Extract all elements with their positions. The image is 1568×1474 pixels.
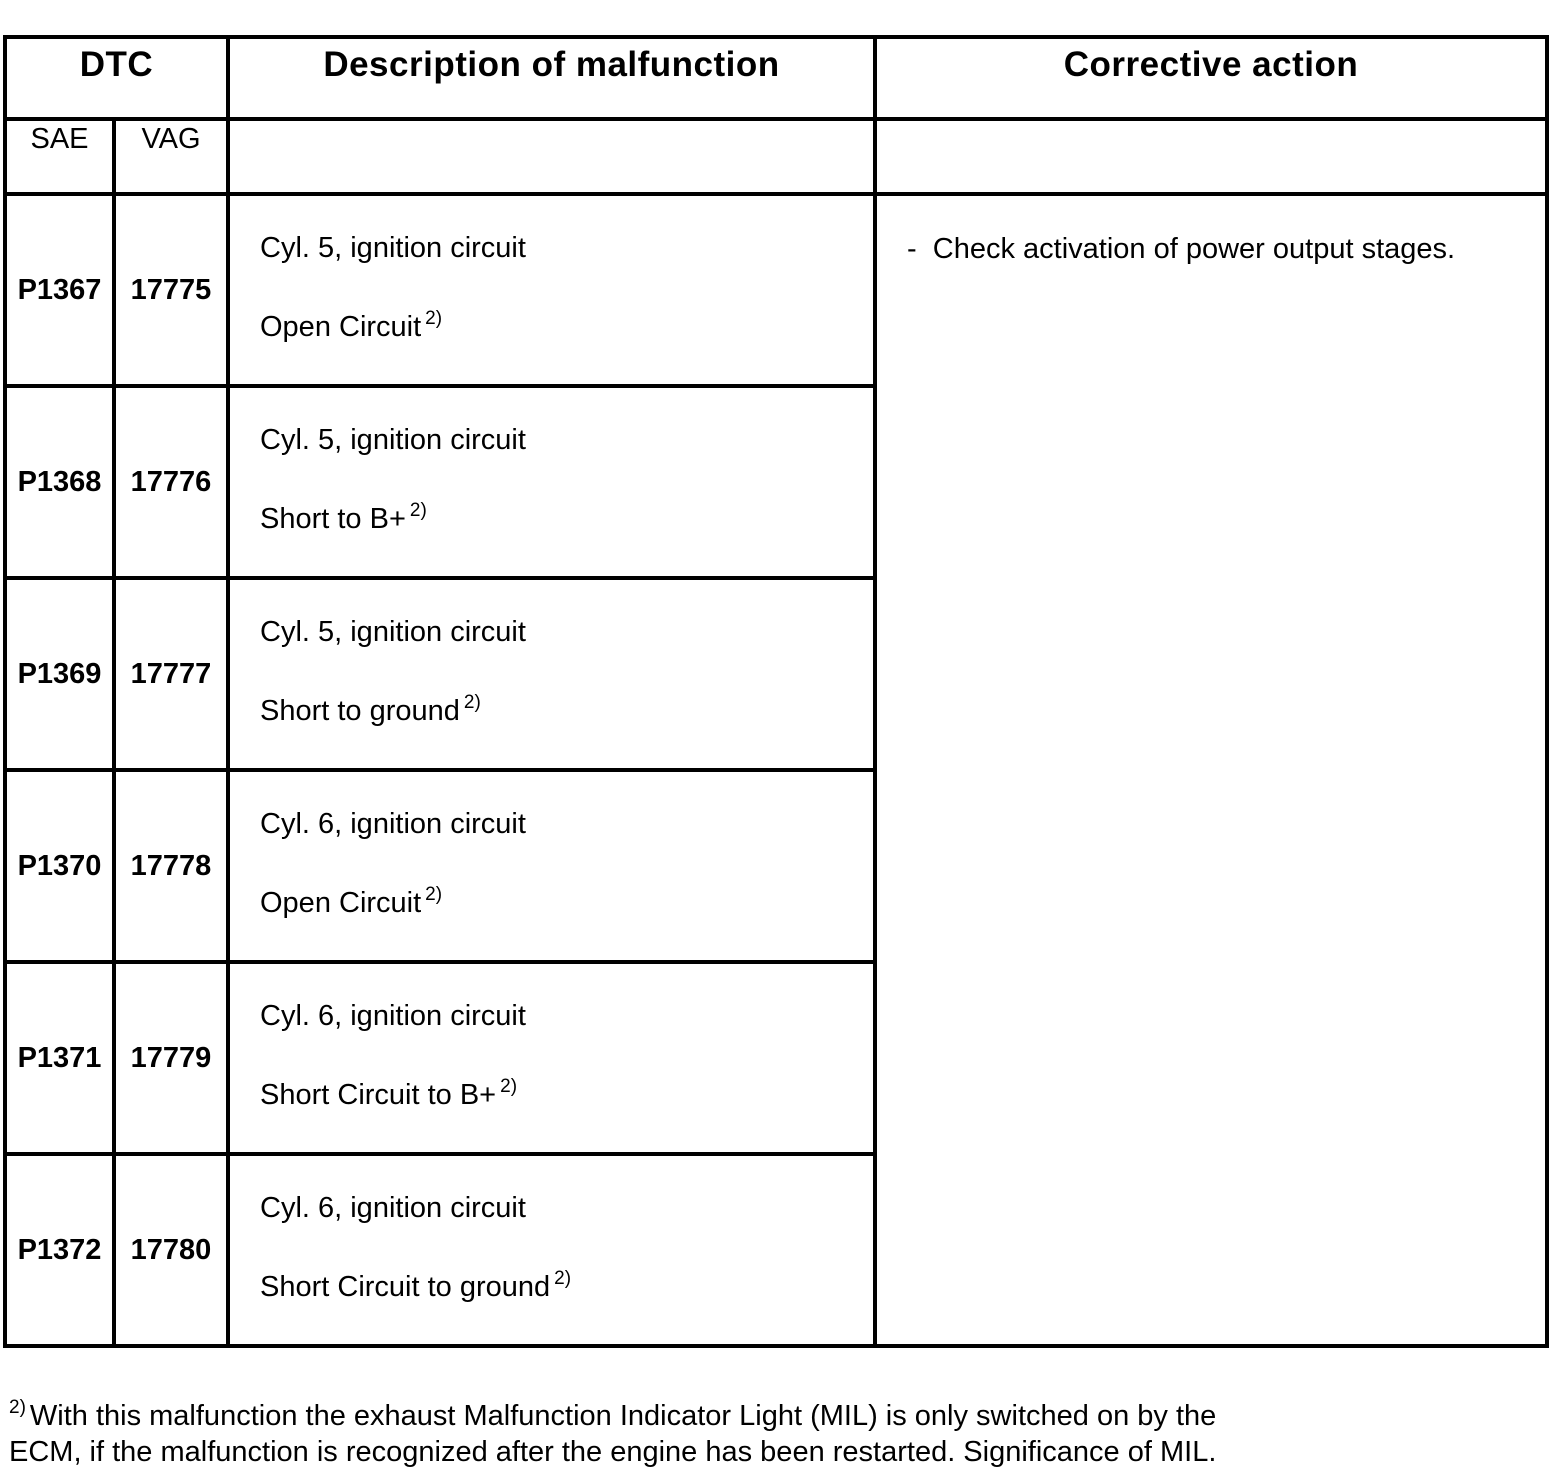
corrective-action-text: - Check activation of power output stages. [907,233,1456,265]
empty-action-subheader [875,119,1547,194]
vag-code: 17776 [114,386,228,578]
malfunction-description [228,770,875,962]
description-line: Cyl. 6, ignition circuit [260,808,526,840]
description-line: Cyl. 5, ignition circuit [260,424,526,456]
vag-code: 17778 [114,770,228,962]
footnote-line: ECM, if the malfunction is recognized after the engine has been restarted. Significance of MIL. [9,1436,1217,1468]
action-header: Corrective action [875,37,1547,119]
description-header: Description of malfunction [228,37,875,119]
malfunction-description [228,578,875,770]
vag-code: 17777 [114,578,228,770]
sae-code: P1368 [5,386,114,578]
footnote [9,1398,1309,1470]
malfunction-description [228,962,875,1154]
sae-code: P1370 [5,770,114,962]
footnote-ref: 2) [554,1268,572,1289]
description-detail: Open Circuit $^{2)}$ [260,884,443,919]
header-row [5,37,1547,119]
dtc-table [3,35,1549,1348]
footnote-line: $^{2)}$ With this malfunction the exhaust Malfunction Indicator Light (MIL) is only switched on by the [9,1397,1217,1432]
dtc-header: DTC [5,37,228,119]
description-line: Cyl. 5, ignition circuit [260,232,526,264]
footnote-ref: 2) [425,884,443,905]
footnote-marker: 2) [9,1397,26,1418]
sae-header: SAE [5,119,114,194]
vag-header: VAG [114,119,228,194]
table-row [5,194,1547,386]
subheader-row [5,119,1547,194]
description-detail: Open Circuit $^{2)}$ [260,308,443,343]
vag-code: 17779 [114,962,228,1154]
malfunction-description [228,386,875,578]
description-line: Cyl. 6, ignition circuit [260,1192,526,1224]
description-line: Cyl. 5, ignition circuit [260,616,526,648]
footnote-ref: 2) [409,500,427,521]
description-detail: Short Circuit to B+ $^{2)}$ [260,1076,518,1111]
corrective-action-cell [875,194,1547,1346]
vag-code: 17780 [114,1154,228,1346]
description-detail: Short Circuit to ground $^{2)}$ [260,1268,572,1303]
description-line: Cyl. 6, ignition circuit [260,1000,526,1032]
empty-description-subheader [228,119,875,194]
malfunction-description [228,194,875,386]
description-detail: Short to ground $^{2)}$ [260,692,481,727]
sae-code: P1371 [5,962,114,1154]
footnote-ref: 2) [500,1076,518,1097]
sae-code: P1367 [5,194,114,386]
malfunction-description [228,1154,875,1346]
footnote-ref: 2) [463,692,481,713]
sae-code: P1372 [5,1154,114,1346]
sae-code: P1369 [5,578,114,770]
footnote-ref: 2) [425,308,443,329]
vag-code: 17775 [114,194,228,386]
description-detail: Short to B+ $^{2)}$ [260,500,427,535]
